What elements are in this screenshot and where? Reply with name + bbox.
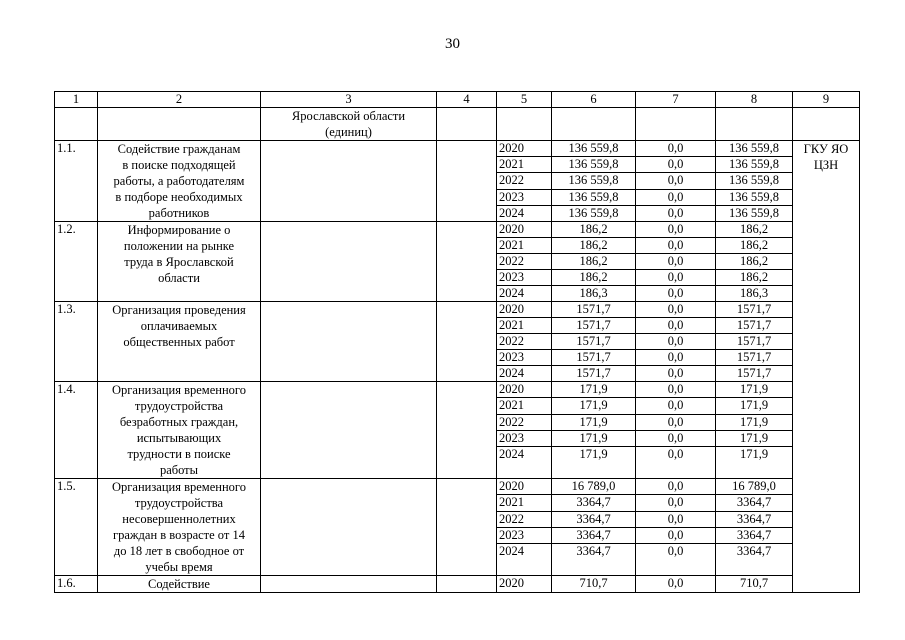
regional-cell: 186,3: [716, 286, 793, 302]
program-table: [54, 91, 860, 593]
description-line: труда в Ярославской: [124, 255, 234, 269]
year-cell: 2020: [497, 576, 552, 593]
total-cell: 710,7: [552, 576, 636, 593]
total-cell: 136 559,8: [552, 141, 636, 157]
value-cell: [437, 479, 497, 576]
indicator-cell: [261, 576, 437, 593]
item-description: [98, 141, 261, 222]
description-line: Организация временного: [112, 480, 246, 494]
regional-cell: 171,9: [716, 398, 793, 414]
federal-cell: 0,0: [636, 238, 716, 254]
description-line: трудоустройства: [134, 496, 224, 510]
regional-cell: 136 559,8: [716, 189, 793, 205]
total-cell: 136 559,8: [552, 189, 636, 205]
col-header-7: 7: [636, 92, 716, 108]
total-cell: 1571,7: [552, 302, 636, 318]
description-line: Организация временного: [112, 383, 246, 397]
total-cell: 1571,7: [552, 366, 636, 382]
total-cell: 171,9: [552, 398, 636, 414]
description-line: положении на рынке: [123, 239, 235, 253]
empty-cell: [552, 108, 636, 141]
table-row: [55, 576, 860, 593]
total-cell: 1571,7: [552, 318, 636, 334]
total-cell: 186,2: [552, 254, 636, 270]
table-row: [55, 382, 860, 398]
total-cell: 16 789,0: [552, 479, 636, 495]
regional-cell: 1571,7: [716, 366, 793, 382]
col-header-5: 5: [497, 92, 552, 108]
total-cell: 3364,7: [552, 527, 636, 543]
col-header-3: 3: [261, 92, 437, 108]
year-cell: 2020: [497, 382, 552, 398]
regional-cell: 136 559,8: [716, 205, 793, 221]
regional-cell: 3364,7: [716, 511, 793, 527]
executor-line: ГКУ ЯО: [803, 142, 849, 156]
total-cell: 1571,7: [552, 334, 636, 350]
description-line: несовершеннолетних: [122, 512, 236, 526]
regional-cell: 186,2: [716, 270, 793, 286]
federal-cell: 0,0: [636, 511, 716, 527]
federal-cell: 0,0: [636, 254, 716, 270]
year-cell: 2020: [497, 479, 552, 495]
federal-cell: 0,0: [636, 205, 716, 221]
description-line: испытывающих: [136, 431, 222, 445]
table-row: [55, 302, 860, 318]
federal-cell: 0,0: [636, 222, 716, 238]
item-description: [98, 302, 261, 382]
total-cell: 171,9: [552, 430, 636, 446]
description-line: работников: [148, 206, 210, 220]
continuation-line: (единиц): [325, 125, 372, 139]
total-cell: 3364,7: [552, 511, 636, 527]
federal-cell: 0,0: [636, 414, 716, 430]
federal-cell: 0,0: [636, 398, 716, 414]
table-body: [55, 92, 860, 593]
year-cell: 2020: [497, 141, 552, 157]
col-header-4: 4: [437, 92, 497, 108]
regional-cell: 710,7: [716, 576, 793, 593]
regional-cell: 1571,7: [716, 350, 793, 366]
year-cell: 2020: [497, 302, 552, 318]
indicator-cell: [261, 382, 437, 479]
value-cell: [437, 302, 497, 382]
federal-cell: 0,0: [636, 173, 716, 189]
col-header-1: 1: [55, 92, 98, 108]
total-cell: 186,3: [552, 286, 636, 302]
value-cell: [437, 222, 497, 302]
empty-cell: [497, 108, 552, 141]
total-cell: 171,9: [552, 382, 636, 398]
federal-cell: 0,0: [636, 576, 716, 593]
year-cell: 2022: [497, 173, 552, 189]
federal-cell: 0,0: [636, 382, 716, 398]
item-description: [98, 479, 261, 576]
year-cell: 2021: [497, 398, 552, 414]
year-cell: 2021: [497, 318, 552, 334]
item-description: [98, 576, 261, 593]
continuation-line: Ярославской области: [291, 109, 406, 123]
year-cell: 2023: [497, 430, 552, 446]
description-line: Содействие гражданам: [117, 142, 241, 156]
total-cell: 136 559,8: [552, 157, 636, 173]
total-cell: 3364,7: [552, 544, 636, 576]
description-line: трудности в поиске: [127, 447, 231, 461]
year-cell: 2023: [497, 189, 552, 205]
description-line: до 18 лет в свободное от: [113, 544, 245, 558]
description-line: учебы время: [145, 560, 213, 574]
regional-cell: 136 559,8: [716, 141, 793, 157]
federal-cell: 0,0: [636, 447, 716, 479]
executor-cell: [793, 141, 860, 593]
description-line: общественных работ: [123, 335, 235, 349]
year-cell: 2024: [497, 286, 552, 302]
year-cell: 2020: [497, 222, 552, 238]
indicator-cell: [261, 302, 437, 382]
item-number: 1.6.: [55, 576, 98, 593]
col-header-8: 8: [716, 92, 793, 108]
indicator-continuation: [261, 108, 437, 141]
empty-cell: [793, 108, 860, 141]
federal-cell: 0,0: [636, 189, 716, 205]
year-cell: 2024: [497, 205, 552, 221]
item-number: 1.1.: [55, 141, 98, 222]
description-line: работы, а работодателям: [113, 174, 245, 188]
year-cell: 2022: [497, 511, 552, 527]
federal-cell: 0,0: [636, 350, 716, 366]
empty-cell: [98, 108, 261, 141]
indicator-cell: [261, 479, 437, 576]
year-cell: 2022: [497, 414, 552, 430]
value-cell: [437, 141, 497, 222]
regional-cell: 1571,7: [716, 318, 793, 334]
federal-cell: 0,0: [636, 527, 716, 543]
federal-cell: 0,0: [636, 544, 716, 576]
total-cell: 136 559,8: [552, 173, 636, 189]
total-cell: 136 559,8: [552, 205, 636, 221]
regional-cell: 1571,7: [716, 334, 793, 350]
table-row: [55, 141, 860, 157]
col-header-6: 6: [552, 92, 636, 108]
col-header-2: 2: [98, 92, 261, 108]
description-line: в подборе необходимых: [115, 190, 243, 204]
item-description: [98, 382, 261, 479]
federal-cell: 0,0: [636, 141, 716, 157]
item-description: [98, 222, 261, 302]
table-row: [55, 222, 860, 238]
description-line: граждан в возрасте от 14: [113, 528, 245, 542]
year-cell: 2023: [497, 270, 552, 286]
regional-cell: 3364,7: [716, 527, 793, 543]
description-line: оплачиваемых: [140, 319, 218, 333]
indicator-cell: [261, 222, 437, 302]
year-cell: 2024: [497, 366, 552, 382]
year-cell: 2024: [497, 447, 552, 479]
regional-cell: 171,9: [716, 430, 793, 446]
total-cell: 186,2: [552, 238, 636, 254]
total-cell: 186,2: [552, 270, 636, 286]
federal-cell: 0,0: [636, 366, 716, 382]
federal-cell: 0,0: [636, 495, 716, 511]
year-cell: 2022: [497, 254, 552, 270]
indicator-cell: [261, 141, 437, 222]
item-number: 1.2.: [55, 222, 98, 302]
regional-cell: 3364,7: [716, 495, 793, 511]
empty-cell: [636, 108, 716, 141]
empty-cell: [437, 108, 497, 141]
description-line: Информирование о: [127, 223, 231, 237]
value-cell: [437, 576, 497, 593]
description-line: Организация проведения: [112, 303, 246, 317]
continuation-row: [55, 108, 860, 141]
regional-cell: 186,2: [716, 254, 793, 270]
year-cell: 2023: [497, 527, 552, 543]
regional-cell: 171,9: [716, 414, 793, 430]
year-cell: 2024: [497, 544, 552, 576]
regional-cell: 186,2: [716, 222, 793, 238]
year-cell: 2021: [497, 238, 552, 254]
year-cell: 2022: [497, 334, 552, 350]
federal-cell: 0,0: [636, 479, 716, 495]
regional-cell: 1571,7: [716, 302, 793, 318]
page-number: 30: [445, 36, 460, 52]
federal-cell: 0,0: [636, 318, 716, 334]
description-line: области: [158, 271, 200, 285]
description-line: работы: [159, 463, 199, 477]
federal-cell: 0,0: [636, 157, 716, 173]
federal-cell: 0,0: [636, 286, 716, 302]
item-number: 1.4.: [55, 382, 98, 479]
regional-cell: 136 559,8: [716, 157, 793, 173]
empty-cell: [716, 108, 793, 141]
description-line: безработных граждан,: [119, 415, 239, 429]
regional-cell: 186,2: [716, 238, 793, 254]
federal-cell: 0,0: [636, 430, 716, 446]
total-cell: 1571,7: [552, 350, 636, 366]
column-number-row: [55, 92, 860, 108]
executor-line: ЦЗН: [813, 158, 839, 172]
regional-cell: 136 559,8: [716, 173, 793, 189]
col-header-9: 9: [793, 92, 860, 108]
description-line: Содействие: [148, 577, 210, 591]
total-cell: 171,9: [552, 447, 636, 479]
table-row: [55, 479, 860, 495]
regional-cell: 171,9: [716, 382, 793, 398]
regional-cell: 171,9: [716, 447, 793, 479]
year-cell: 2023: [497, 350, 552, 366]
description-line: в поиске подходящей: [122, 158, 236, 172]
item-number: 1.3.: [55, 302, 98, 382]
regional-cell: 16 789,0: [716, 479, 793, 495]
federal-cell: 0,0: [636, 334, 716, 350]
year-cell: 2021: [497, 495, 552, 511]
total-cell: 171,9: [552, 414, 636, 430]
year-cell: 2021: [497, 157, 552, 173]
federal-cell: 0,0: [636, 270, 716, 286]
empty-cell: [55, 108, 98, 141]
description-line: трудоустройства: [134, 399, 224, 413]
federal-cell: 0,0: [636, 302, 716, 318]
total-cell: 3364,7: [552, 495, 636, 511]
total-cell: 186,2: [552, 222, 636, 238]
item-number: 1.5.: [55, 479, 98, 576]
regional-cell: 3364,7: [716, 544, 793, 576]
value-cell: [437, 382, 497, 479]
